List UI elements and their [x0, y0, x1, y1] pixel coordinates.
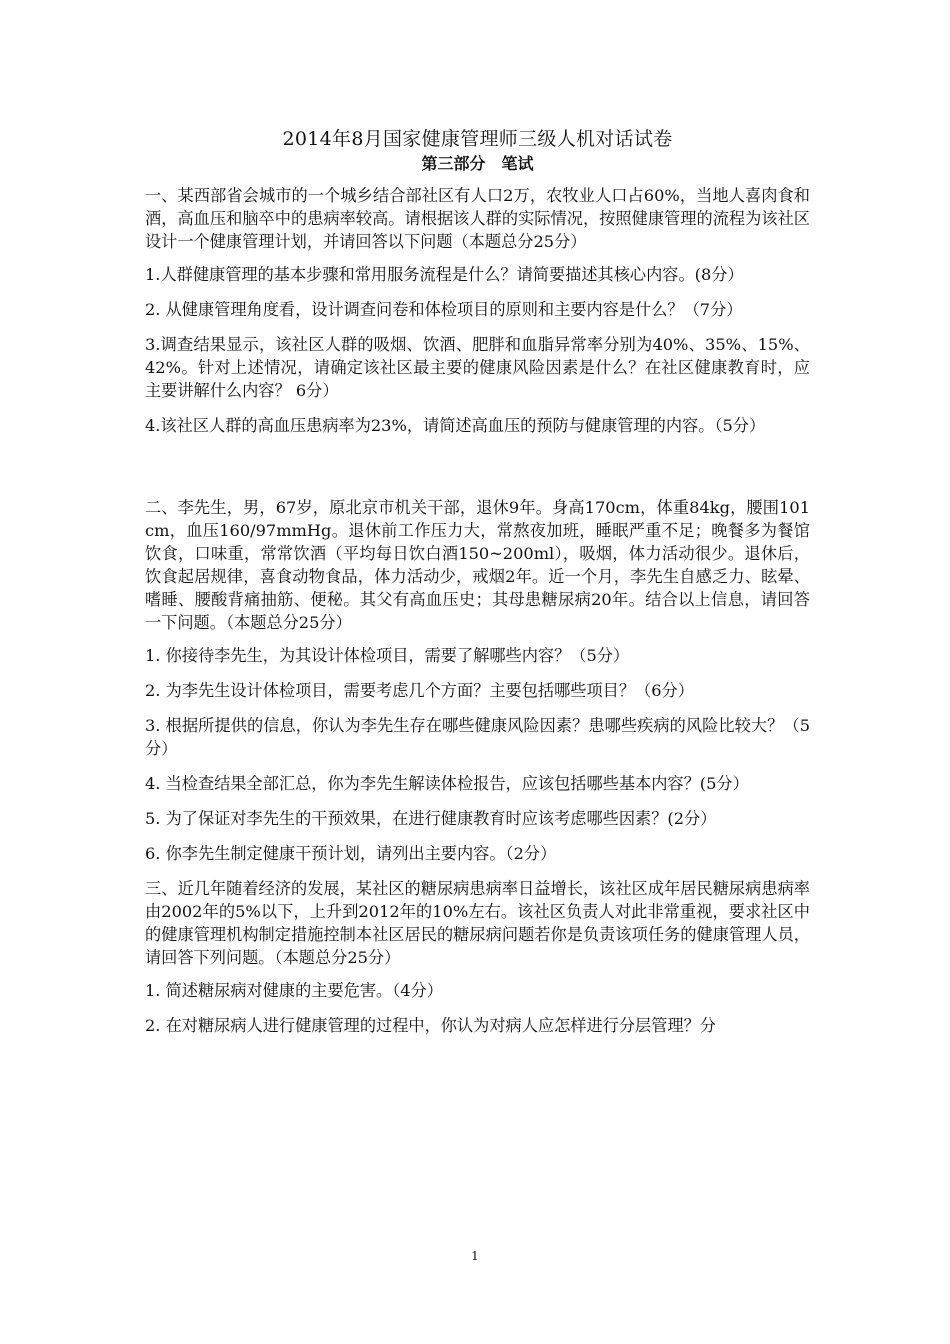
section-2-intro: 二、李先生，男，67岁，原北京市机关干部，退休9年。身高170cm，体重84kg，腰围101cm，血压160/97mmHg。退休前工作压力大，常熬夜加班，睡眠严重不足；晚餐多为餐馆饮食，口味重，常常饮酒（平均每日饮白酒150~200ml），吸烟，体力活动很少。退休后，饮食起居规律，喜食动物食品，体力活动少，戒烟2年。近一个月，李先生自感乏力、眩晕、嗜睡、腰酸背痛抽筋、便秘。其父有高血压史；其母患糖尿病20年。结合以上信息，请回答一下问题。（本题总分25分）	[145, 498, 810, 632]
section-2-question-2: 2. 为李先生设计体检项目，需要考虑几个方面？主要包括哪些项目？（6分）	[145, 681, 694, 700]
section-1-intro: 一、某西部省会城市的一个城乡结合部社区有人口2万，农牧业人口占60%，当地人喜肉食和酒，高血压和脑卒中的患病率较高。请根据该人群的实际情况，按照健康管理的流程为该社区设计一个健康管理计划，并请回答以下问题（本题总分25分）	[145, 186, 810, 251]
page-number: 1	[471, 1249, 479, 1263]
section-1-question-4: 4.该社区人群的高血压患病率为23%，请简述高血压的预防与健康管理的内容。（5分）	[145, 416, 766, 435]
section-1-question-1: 1.人群健康管理的基本步骤和常用服务流程是什么？请简要描述其核心内容。(8分）	[145, 265, 744, 284]
section-1-question-2: 2. 从健康管理角度看，设计调查问卷和体检项目的原则和主要内容是什么？（7分）	[145, 300, 743, 319]
section-2-question-4: 4. 当检查结果全部汇总，你为李先生解读体检报告，应该包括哪些基本内容？(5分）	[145, 774, 749, 793]
section-1	[145, 184, 810, 437]
section-2-question-3: 3. 根据所提供的信息，你认为李先生存在哪些健康风险因素？患哪些疾病的风险比较大？（5分）	[145, 716, 810, 758]
document-subtitle: 第三部分 笔试	[421, 154, 534, 173]
section-3-intro: 三、近几年随着经济的发展，某社区的糖尿病患病率日益增长，该社区成年居民糖尿病患病率由2002年的5%以下，上升到2012年的10%左右。该社区负责人对此非常重视，要求社区中的健康管理机构制定措施控制本社区居民的糖尿病问题若你是负责该项任务的健康管理人员，请回答下列问题。（本题总分25分）	[145, 879, 810, 967]
section-3	[145, 877, 810, 1037]
section-spacer	[145, 449, 810, 496]
section-2-question-1: 1. 你接待李先生，为其设计体检项目，需要了解哪些内容？（5分）	[145, 646, 630, 665]
document-title: 2014年8月国家健康管理师三级人机对话试卷	[282, 128, 673, 150]
section-3-question-2: 2. 在对糖尿病人进行健康管理的过程中，你认为对病人应怎样进行分层管理？分	[145, 1016, 716, 1035]
section-3-question-1: 1. 简述糖尿病对健康的主要危害。（4分）	[145, 981, 443, 1000]
section-2-question-5: 5. 为了保证对李先生的干预效果，在进行健康教育时应该考虑哪些因素？(2分）	[145, 809, 717, 828]
section-2-question-6: 6. 你李先生制定健康干预计划，请列出主要内容。（2分）	[145, 844, 557, 863]
section-2	[145, 496, 810, 865]
section-1-question-3: 3.调查结果显示，该社区人群的吸烟、饮酒、肥胖和血脂异常率分别为40%、35%、15%、42%。针对上述情况，请确定该社区最主要的健康风险因素是什么？在社区健康教育时，应主要讲解什么内容？ 6分）	[145, 335, 810, 400]
document-content	[145, 126, 810, 1049]
